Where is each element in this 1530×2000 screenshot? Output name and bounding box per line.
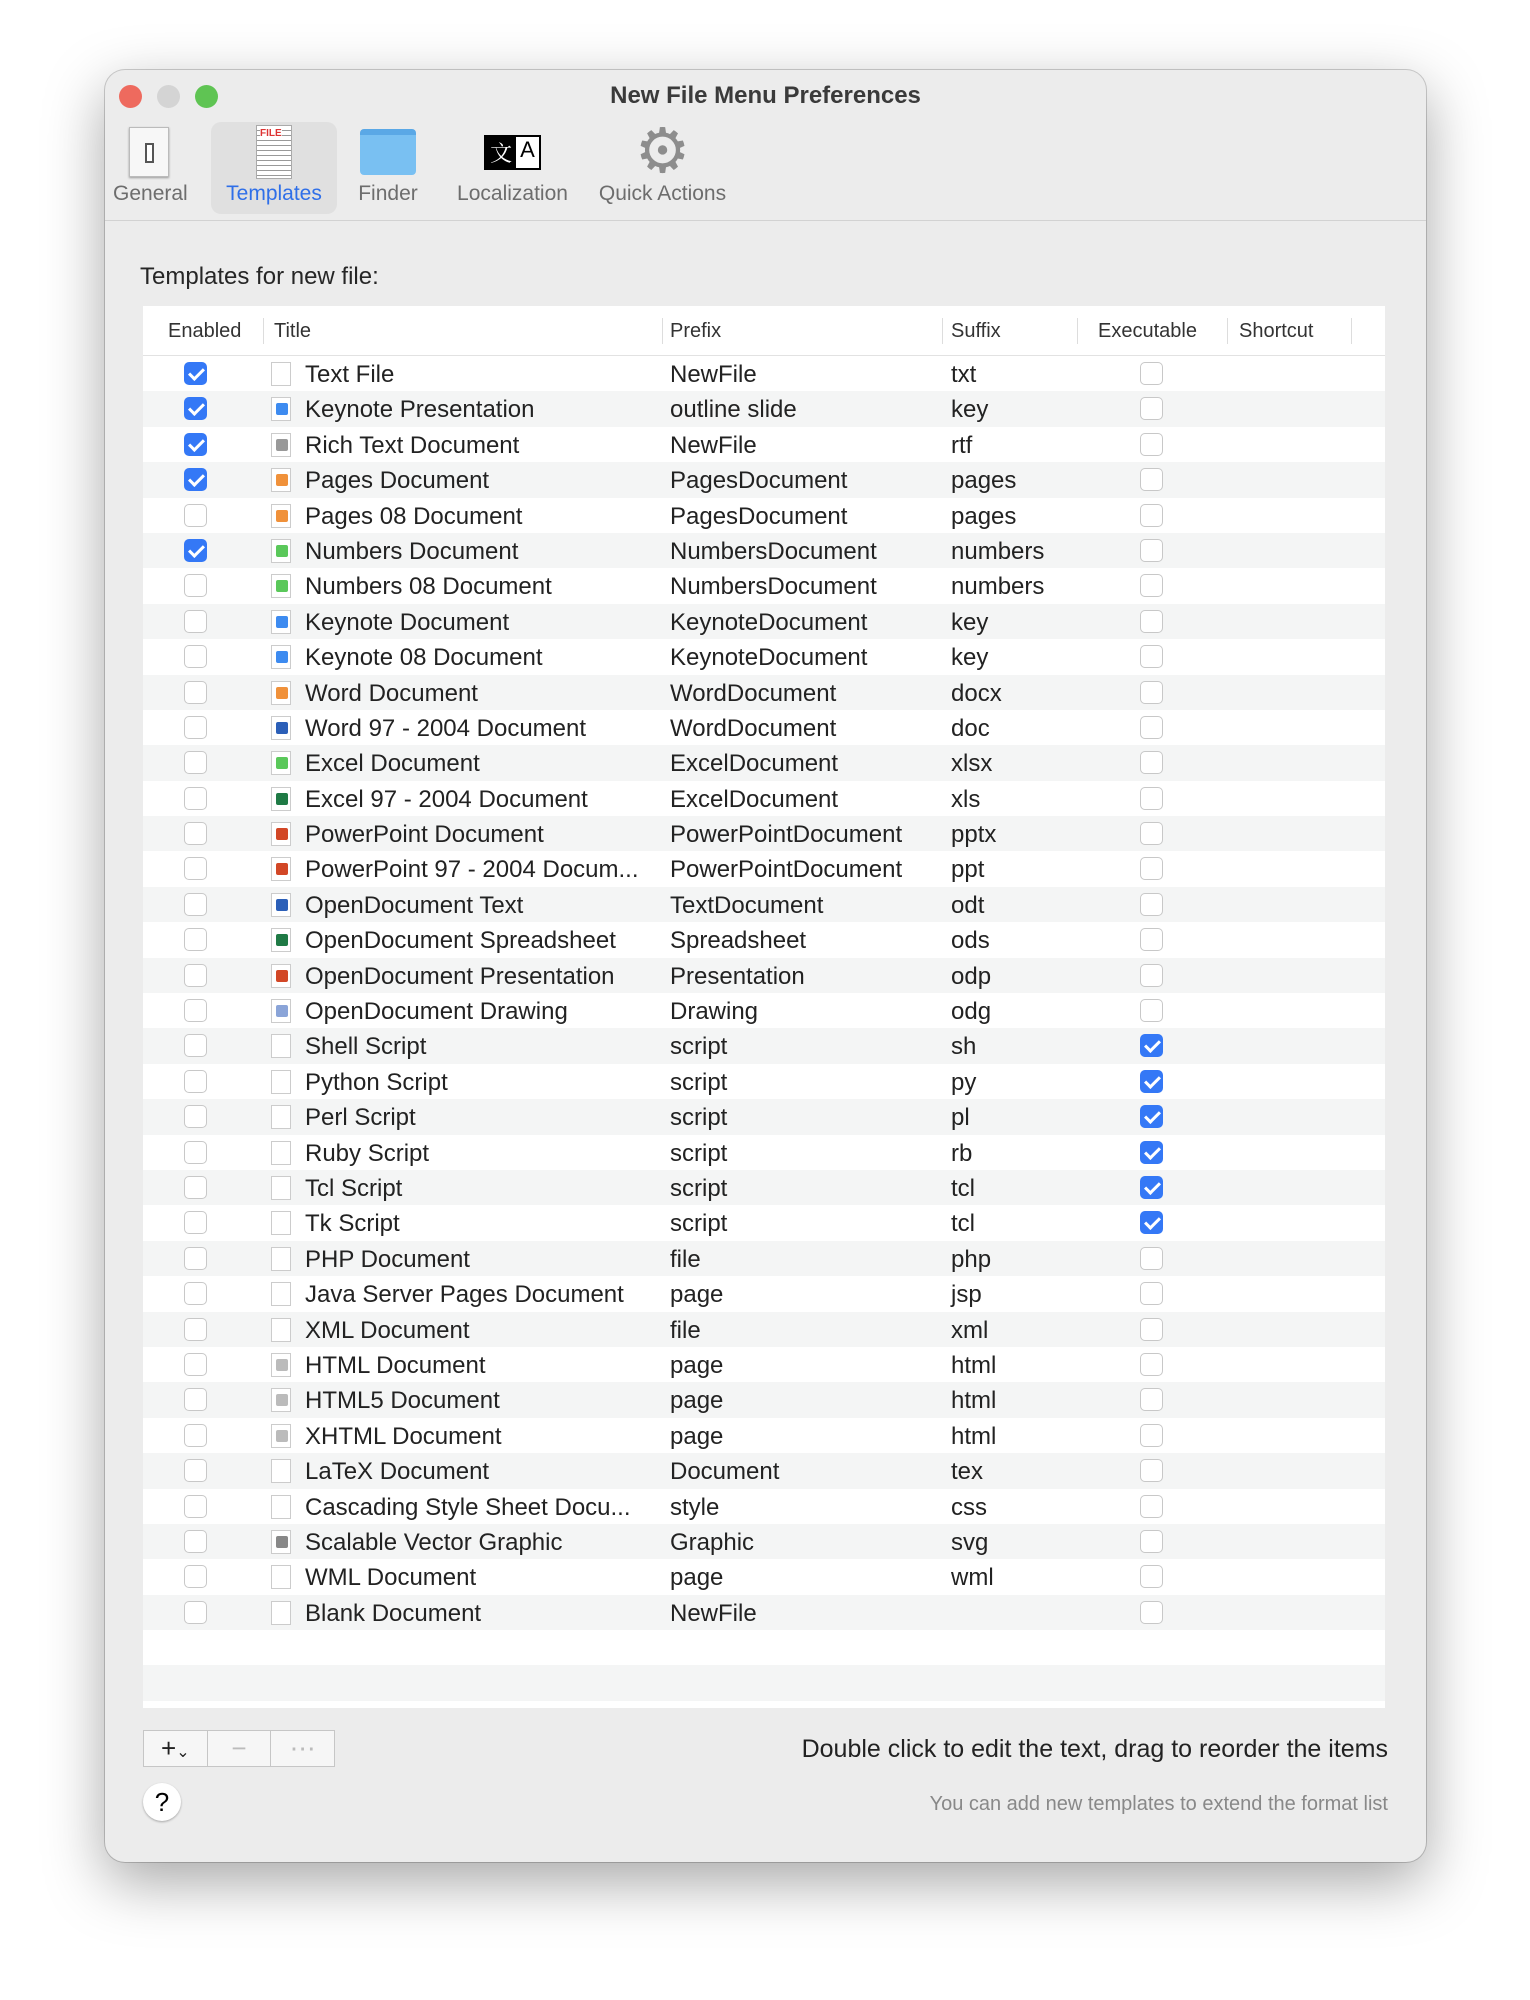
template-suffix[interactable]: odt bbox=[951, 891, 985, 919]
template-title[interactable]: Tcl Script bbox=[305, 1174, 403, 1202]
template-prefix[interactable]: PagesDocument bbox=[670, 467, 848, 495]
toolbar-divider bbox=[105, 220, 1426, 221]
switch-icon bbox=[113, 122, 185, 182]
blank-file-icon bbox=[271, 1459, 291, 1483]
template-prefix[interactable]: TextDocument bbox=[670, 891, 824, 919]
template-suffix[interactable]: tex bbox=[951, 1458, 984, 1486]
blank-file-icon bbox=[271, 1495, 291, 1519]
template-prefix[interactable]: page bbox=[670, 1564, 724, 1592]
template-prefix[interactable]: NewFile bbox=[670, 431, 757, 459]
table-row[interactable] bbox=[143, 1595, 1385, 1630]
blank-file-icon bbox=[271, 1176, 291, 1200]
enabled-checkbox[interactable] bbox=[184, 504, 207, 527]
enabled-checkbox[interactable] bbox=[184, 645, 207, 668]
word-file-icon bbox=[271, 893, 291, 917]
table-row[interactable] bbox=[143, 675, 1385, 710]
template-title[interactable]: Perl Script bbox=[305, 1104, 416, 1132]
template-suffix[interactable]: xlsx bbox=[951, 750, 993, 778]
executable-checkbox[interactable] bbox=[1140, 645, 1163, 668]
enabled-checkbox[interactable] bbox=[184, 1601, 207, 1624]
tab-quick-actions[interactable] bbox=[595, 117, 730, 214]
template-title[interactable]: Shell Script bbox=[305, 1033, 427, 1061]
executable-checkbox[interactable] bbox=[1140, 893, 1163, 916]
enabled-checkbox[interactable] bbox=[184, 751, 207, 774]
empty-row bbox=[143, 1665, 1385, 1700]
enabled-checkbox[interactable] bbox=[184, 1070, 207, 1093]
template-prefix[interactable]: script bbox=[670, 1104, 728, 1132]
svg-file-icon bbox=[271, 1530, 291, 1554]
template-suffix[interactable]: php bbox=[951, 1245, 992, 1273]
tab-label: Finder bbox=[358, 182, 418, 205]
table-row[interactable] bbox=[143, 1382, 1385, 1417]
table-row[interactable] bbox=[143, 993, 1385, 1028]
window-title: New File Menu Preferences bbox=[610, 82, 921, 109]
template-suffix[interactable]: svg bbox=[951, 1528, 989, 1556]
template-prefix[interactable]: script bbox=[670, 1210, 728, 1238]
template-title[interactable]: LaTeX Document bbox=[305, 1458, 490, 1486]
template-suffix[interactable]: doc bbox=[951, 714, 990, 742]
template-prefix[interactable]: script bbox=[670, 1174, 728, 1202]
table-row[interactable] bbox=[143, 1064, 1385, 1099]
executable-checkbox[interactable] bbox=[1140, 716, 1163, 739]
table-row[interactable] bbox=[143, 462, 1385, 497]
table-row[interactable] bbox=[143, 1028, 1385, 1063]
executable-checkbox[interactable] bbox=[1140, 1176, 1163, 1199]
template-prefix[interactable]: ExcelDocument bbox=[670, 750, 839, 778]
executable-checkbox[interactable] bbox=[1140, 1105, 1163, 1128]
table-row[interactable] bbox=[143, 1099, 1385, 1134]
template-suffix[interactable]: html bbox=[951, 1387, 997, 1415]
executable-checkbox[interactable] bbox=[1140, 1211, 1163, 1234]
blank-file-icon bbox=[271, 1282, 291, 1306]
template-title[interactable]: PHP Document bbox=[305, 1245, 470, 1273]
pages-file-icon bbox=[271, 504, 291, 528]
template-prefix[interactable]: PagesDocument bbox=[670, 502, 848, 530]
template-title[interactable]: Excel 97 - 2004 Document bbox=[305, 785, 588, 813]
enabled-checkbox[interactable] bbox=[184, 928, 207, 951]
template-title[interactable]: Word Document bbox=[305, 679, 478, 707]
html-file-icon bbox=[271, 1424, 291, 1448]
column-header-enabled[interactable]: Enabled bbox=[168, 320, 242, 342]
template-suffix[interactable]: xls bbox=[951, 785, 981, 813]
gear-icon: ⚙ bbox=[634, 117, 691, 186]
executable-checkbox[interactable] bbox=[1140, 928, 1163, 951]
enabled-checkbox[interactable] bbox=[184, 1034, 207, 1057]
template-title[interactable]: OpenDocument Drawing bbox=[305, 998, 568, 1026]
empty-row bbox=[143, 1701, 1385, 1708]
template-suffix[interactable]: pages bbox=[951, 467, 1017, 495]
table-row[interactable] bbox=[143, 391, 1385, 426]
enabled-checkbox[interactable] bbox=[184, 574, 207, 597]
template-suffix[interactable]: ppt bbox=[951, 856, 985, 884]
table-row[interactable] bbox=[143, 1135, 1385, 1170]
table-body bbox=[143, 356, 1385, 1708]
enabled-checkbox[interactable] bbox=[184, 1388, 207, 1411]
table-row[interactable] bbox=[143, 781, 1385, 816]
add-hint: You can add new templates to extend the format list bbox=[929, 1793, 1388, 1815]
template-title[interactable]: Pages Document bbox=[305, 467, 490, 495]
enabled-checkbox[interactable] bbox=[184, 716, 207, 739]
enabled-checkbox[interactable] bbox=[184, 1424, 207, 1447]
template-prefix[interactable]: NumbersDocument bbox=[670, 573, 877, 601]
template-title[interactable]: Python Script bbox=[305, 1068, 448, 1096]
executable-checkbox[interactable] bbox=[1140, 1601, 1163, 1624]
template-title[interactable]: Numbers 08 Document bbox=[305, 573, 552, 601]
column-header-executable[interactable]: Executable bbox=[1098, 320, 1197, 342]
table-row[interactable] bbox=[143, 958, 1385, 993]
template-title[interactable]: XML Document bbox=[305, 1316, 470, 1344]
template-prefix[interactable]: style bbox=[670, 1493, 720, 1521]
template-prefix[interactable]: page bbox=[670, 1281, 724, 1309]
template-title[interactable]: OpenDocument Spreadsheet bbox=[305, 927, 616, 955]
table-row[interactable] bbox=[143, 710, 1385, 745]
template-prefix[interactable]: script bbox=[670, 1033, 728, 1061]
keynote-file-icon bbox=[271, 397, 291, 421]
executable-checkbox[interactable] bbox=[1140, 1282, 1163, 1305]
template-title[interactable]: Java Server Pages Document bbox=[305, 1281, 624, 1309]
tab-label: Templates bbox=[226, 182, 322, 205]
template-title[interactable]: Ruby Script bbox=[305, 1139, 430, 1167]
table-row[interactable] bbox=[143, 427, 1385, 462]
template-suffix[interactable]: key bbox=[951, 608, 989, 636]
excel-file-icon bbox=[271, 787, 291, 811]
enabled-checkbox[interactable] bbox=[184, 362, 207, 385]
table-row[interactable] bbox=[143, 1276, 1385, 1311]
template-suffix[interactable]: txt bbox=[951, 361, 977, 388]
enabled-checkbox[interactable] bbox=[184, 1211, 207, 1234]
template-prefix[interactable]: KeynoteDocument bbox=[670, 644, 868, 672]
executable-checkbox[interactable] bbox=[1140, 681, 1163, 704]
template-title[interactable]: Numbers Document bbox=[305, 537, 519, 565]
blank-file-icon bbox=[271, 1601, 291, 1625]
executable-checkbox[interactable] bbox=[1140, 1388, 1163, 1411]
template-title[interactable]: Tk Script bbox=[305, 1210, 400, 1238]
enabled-checkbox[interactable] bbox=[184, 433, 207, 456]
executable-checkbox[interactable] bbox=[1140, 822, 1163, 845]
enabled-checkbox[interactable] bbox=[184, 1530, 207, 1553]
template-suffix[interactable]: sh bbox=[951, 1033, 977, 1061]
tab-templates[interactable] bbox=[211, 122, 337, 214]
enabled-checkbox[interactable] bbox=[184, 1141, 207, 1164]
template-suffix[interactable]: pptx bbox=[951, 821, 997, 849]
tab-general[interactable] bbox=[113, 122, 188, 214]
template-title[interactable]: HTML Document bbox=[305, 1351, 486, 1379]
template-title[interactable]: XHTML Document bbox=[305, 1422, 502, 1450]
executable-checkbox[interactable] bbox=[1140, 574, 1163, 597]
template-title[interactable]: Keynote Document bbox=[305, 608, 510, 636]
edit-hint: Double click to edit the text, drag to reorder the items bbox=[801, 1735, 1388, 1763]
template-prefix[interactable]: NewFile bbox=[670, 361, 757, 388]
template-title[interactable]: Excel Document bbox=[305, 750, 480, 778]
template-prefix[interactable]: Drawing bbox=[670, 998, 759, 1026]
draw-file-icon bbox=[271, 999, 291, 1023]
enabled-checkbox[interactable] bbox=[184, 610, 207, 633]
column-header-suffix[interactable]: Suffix bbox=[951, 320, 1001, 342]
enabled-checkbox[interactable] bbox=[184, 999, 207, 1022]
template-prefix[interactable]: Graphic bbox=[670, 1528, 755, 1556]
template-title[interactable]: PowerPoint 97 - 2004 Docum... bbox=[305, 856, 639, 884]
keynote-file-icon bbox=[271, 610, 291, 634]
keynote-file-icon bbox=[271, 645, 291, 669]
column-header-prefix[interactable]: Prefix bbox=[670, 320, 722, 342]
table-button-bar bbox=[143, 1730, 335, 1767]
enabled-checkbox[interactable] bbox=[184, 468, 207, 491]
table-row[interactable] bbox=[143, 568, 1385, 603]
column-header-shortcut[interactable]: Shortcut bbox=[1239, 320, 1314, 342]
template-prefix[interactable]: file bbox=[670, 1245, 701, 1273]
template-suffix[interactable]: html bbox=[951, 1351, 997, 1379]
table-row[interactable] bbox=[143, 533, 1385, 568]
template-title[interactable]: Rich Text Document bbox=[305, 431, 520, 459]
enabled-checkbox[interactable] bbox=[184, 822, 207, 845]
executable-checkbox[interactable] bbox=[1140, 610, 1163, 633]
template-title[interactable]: Text File bbox=[305, 361, 395, 388]
template-title[interactable]: WML Document bbox=[305, 1564, 477, 1592]
template-title[interactable]: Cascading Style Sheet Docu... bbox=[305, 1493, 631, 1521]
blank-file-icon bbox=[271, 362, 291, 386]
table-row[interactable] bbox=[143, 887, 1385, 922]
blank-file-icon bbox=[271, 1034, 291, 1058]
enabled-checkbox[interactable] bbox=[184, 1247, 207, 1270]
table-row[interactable] bbox=[143, 745, 1385, 780]
tab-label: Quick Actions bbox=[598, 182, 727, 205]
numbers-file-icon bbox=[271, 539, 291, 563]
enabled-checkbox[interactable] bbox=[184, 1318, 207, 1341]
template-suffix[interactable]: xml bbox=[951, 1316, 989, 1344]
executable-checkbox[interactable] bbox=[1140, 1530, 1163, 1553]
help-button[interactable]: ? bbox=[143, 1783, 181, 1821]
executable-checkbox[interactable] bbox=[1140, 397, 1163, 420]
executable-checkbox[interactable] bbox=[1140, 1318, 1163, 1341]
enabled-checkbox[interactable] bbox=[184, 857, 207, 880]
template-prefix[interactable]: NumbersDocument bbox=[670, 537, 877, 565]
enabled-checkbox[interactable] bbox=[184, 787, 207, 810]
executable-checkbox[interactable] bbox=[1140, 1141, 1163, 1164]
table-row[interactable] bbox=[143, 1524, 1385, 1559]
table-row[interactable] bbox=[143, 1347, 1385, 1382]
enabled-checkbox[interactable] bbox=[184, 1459, 207, 1482]
enabled-checkbox[interactable] bbox=[184, 893, 207, 916]
executable-checkbox[interactable] bbox=[1140, 999, 1163, 1022]
template-prefix[interactable]: page bbox=[670, 1351, 724, 1379]
folder-icon bbox=[348, 122, 428, 182]
table-row[interactable] bbox=[143, 922, 1385, 957]
template-prefix[interactable]: Presentation bbox=[670, 962, 805, 990]
preferences-window bbox=[105, 70, 1426, 1862]
template-prefix[interactable]: ExcelDocument bbox=[670, 785, 839, 813]
enabled-checkbox[interactable] bbox=[184, 1105, 207, 1128]
template-title[interactable]: Blank Document bbox=[305, 1599, 482, 1627]
pages-file-icon bbox=[271, 468, 291, 492]
enabled-checkbox[interactable] bbox=[184, 1495, 207, 1518]
table-row[interactable] bbox=[143, 498, 1385, 533]
template-suffix[interactable]: odg bbox=[951, 998, 992, 1026]
enabled-checkbox[interactable] bbox=[184, 1565, 207, 1588]
file-template-icon: FILE bbox=[211, 122, 337, 182]
enabled-checkbox[interactable] bbox=[184, 964, 207, 987]
template-title[interactable]: HTML5 Document bbox=[305, 1387, 500, 1415]
executable-checkbox[interactable] bbox=[1140, 362, 1163, 385]
template-suffix[interactable]: tcl bbox=[951, 1210, 975, 1238]
blank-file-icon bbox=[271, 1105, 291, 1129]
pages-file-icon bbox=[271, 681, 291, 705]
blank-file-icon bbox=[271, 1247, 291, 1271]
template-prefix[interactable]: page bbox=[670, 1387, 724, 1415]
blank-file-icon bbox=[271, 1318, 291, 1342]
executable-checkbox[interactable] bbox=[1140, 433, 1163, 456]
template-prefix[interactable]: KeynoteDocument bbox=[670, 608, 868, 636]
template-prefix[interactable]: WordDocument bbox=[670, 679, 837, 707]
template-prefix[interactable]: PowerPointDocument bbox=[670, 821, 903, 849]
template-prefix[interactable]: PowerPointDocument bbox=[670, 856, 903, 884]
templates-table bbox=[143, 306, 1385, 1708]
template-title[interactable]: PowerPoint Document bbox=[305, 821, 544, 849]
template-suffix[interactable]: docx bbox=[951, 679, 1002, 707]
template-prefix[interactable]: script bbox=[670, 1139, 728, 1167]
executable-checkbox[interactable] bbox=[1140, 504, 1163, 527]
template-suffix[interactable]: key bbox=[951, 644, 989, 672]
table-row[interactable] bbox=[143, 1205, 1385, 1240]
template-suffix[interactable]: key bbox=[951, 396, 989, 424]
executable-checkbox[interactable] bbox=[1140, 1495, 1163, 1518]
executable-checkbox[interactable] bbox=[1140, 964, 1163, 987]
translate-icon: 文 A bbox=[450, 122, 575, 182]
template-prefix[interactable]: file bbox=[670, 1316, 701, 1344]
template-title[interactable]: OpenDocument Text bbox=[305, 891, 524, 919]
ppt-file-icon bbox=[271, 822, 291, 846]
template-title[interactable]: Word 97 - 2004 Document bbox=[305, 714, 587, 742]
enabled-checkbox[interactable] bbox=[184, 681, 207, 704]
column-header-title[interactable]: Title bbox=[274, 320, 312, 342]
executable-checkbox[interactable] bbox=[1140, 1353, 1163, 1376]
executable-checkbox[interactable] bbox=[1140, 1034, 1163, 1057]
executable-checkbox[interactable] bbox=[1140, 1070, 1163, 1093]
table-row[interactable] bbox=[143, 1241, 1385, 1276]
table-row[interactable] bbox=[143, 1312, 1385, 1347]
word-file-icon bbox=[271, 716, 291, 740]
tab-finder[interactable] bbox=[348, 122, 428, 214]
template-title[interactable]: Scalable Vector Graphic bbox=[305, 1528, 563, 1556]
template-suffix[interactable]: numbers bbox=[951, 537, 1045, 565]
template-suffix[interactable]: css bbox=[951, 1493, 987, 1521]
executable-checkbox[interactable] bbox=[1140, 857, 1163, 880]
enabled-checkbox[interactable] bbox=[184, 1282, 207, 1305]
executable-checkbox[interactable] bbox=[1140, 787, 1163, 810]
tab-localization[interactable] bbox=[450, 122, 575, 214]
executable-checkbox[interactable] bbox=[1140, 751, 1163, 774]
template-suffix[interactable]: py bbox=[951, 1068, 977, 1096]
template-suffix[interactable]: pages bbox=[951, 502, 1017, 530]
remove-button[interactable]: − bbox=[208, 1731, 272, 1766]
blank-file-icon bbox=[271, 1070, 291, 1094]
template-suffix[interactable]: tcl bbox=[951, 1174, 975, 1202]
chevron-down-icon: ⌄ bbox=[176, 1744, 190, 1761]
template-suffix[interactable]: rtf bbox=[951, 431, 973, 459]
template-suffix[interactable]: wml bbox=[951, 1564, 994, 1592]
template-prefix[interactable]: NewFile bbox=[670, 1599, 757, 1627]
table-row[interactable] bbox=[143, 816, 1385, 851]
rtf-file-icon bbox=[271, 433, 291, 457]
template-prefix[interactable]: Document bbox=[670, 1458, 780, 1486]
template-suffix[interactable]: odp bbox=[951, 962, 992, 990]
template-suffix[interactable]: html bbox=[951, 1422, 997, 1450]
executable-checkbox[interactable] bbox=[1140, 468, 1163, 491]
more-button[interactable]: ⋯ bbox=[289, 1733, 316, 1763]
template-prefix[interactable]: page bbox=[670, 1422, 724, 1450]
template-prefix[interactable]: script bbox=[670, 1068, 728, 1096]
template-suffix[interactable]: jsp bbox=[951, 1281, 982, 1309]
template-title[interactable]: Keynote 08 Document bbox=[305, 644, 543, 672]
html-file-icon bbox=[271, 1388, 291, 1412]
enabled-checkbox[interactable] bbox=[184, 1353, 207, 1376]
table-row[interactable] bbox=[143, 356, 1385, 391]
table-row[interactable] bbox=[143, 1559, 1385, 1594]
template-suffix[interactable]: rb bbox=[951, 1139, 973, 1167]
template-title[interactable]: Pages 08 Document bbox=[305, 502, 523, 530]
table-row[interactable] bbox=[143, 604, 1385, 639]
enabled-checkbox[interactable] bbox=[184, 397, 207, 420]
executable-checkbox[interactable] bbox=[1140, 1459, 1163, 1482]
template-suffix[interactable]: ods bbox=[951, 927, 990, 955]
html-file-icon bbox=[271, 1353, 291, 1377]
numbers-file-icon bbox=[271, 751, 291, 775]
table-row[interactable] bbox=[143, 639, 1385, 674]
table-row[interactable] bbox=[143, 851, 1385, 886]
excel-file-icon bbox=[271, 928, 291, 952]
table-row[interactable] bbox=[143, 1489, 1385, 1524]
enabled-checkbox[interactable] bbox=[184, 539, 207, 562]
template-prefix[interactable]: Spreadsheet bbox=[670, 927, 807, 955]
blank-file-icon bbox=[271, 1565, 291, 1589]
executable-checkbox[interactable] bbox=[1140, 1424, 1163, 1447]
table-row[interactable] bbox=[143, 1453, 1385, 1488]
template-title[interactable]: OpenDocument Presentation bbox=[305, 962, 615, 990]
template-suffix[interactable]: pl bbox=[951, 1104, 970, 1132]
section-label: Templates for new file: bbox=[140, 263, 379, 290]
numbers-file-icon bbox=[271, 574, 291, 598]
executable-checkbox[interactable] bbox=[1140, 1565, 1163, 1588]
table-row[interactable] bbox=[143, 1170, 1385, 1205]
table-row[interactable] bbox=[143, 1418, 1385, 1453]
enabled-checkbox[interactable] bbox=[184, 1176, 207, 1199]
template-prefix[interactable]: outline slide bbox=[670, 396, 797, 424]
add-button[interactable] bbox=[144, 1731, 208, 1766]
tab-label: Localization bbox=[457, 182, 568, 205]
tab-label: General bbox=[113, 182, 188, 205]
blank-file-icon bbox=[271, 1141, 291, 1165]
template-prefix[interactable]: WordDocument bbox=[670, 714, 837, 742]
template-suffix[interactable]: numbers bbox=[951, 573, 1045, 601]
plus-icon: + bbox=[161, 1733, 177, 1763]
ppt-file-icon bbox=[271, 857, 291, 881]
blank-file-icon bbox=[271, 1211, 291, 1235]
table-header bbox=[143, 306, 1385, 356]
ppt-file-icon bbox=[271, 964, 291, 988]
template-title[interactable]: Keynote Presentation bbox=[305, 396, 535, 424]
empty-row bbox=[143, 1630, 1385, 1665]
executable-checkbox[interactable] bbox=[1140, 1247, 1163, 1270]
executable-checkbox[interactable] bbox=[1140, 539, 1163, 562]
